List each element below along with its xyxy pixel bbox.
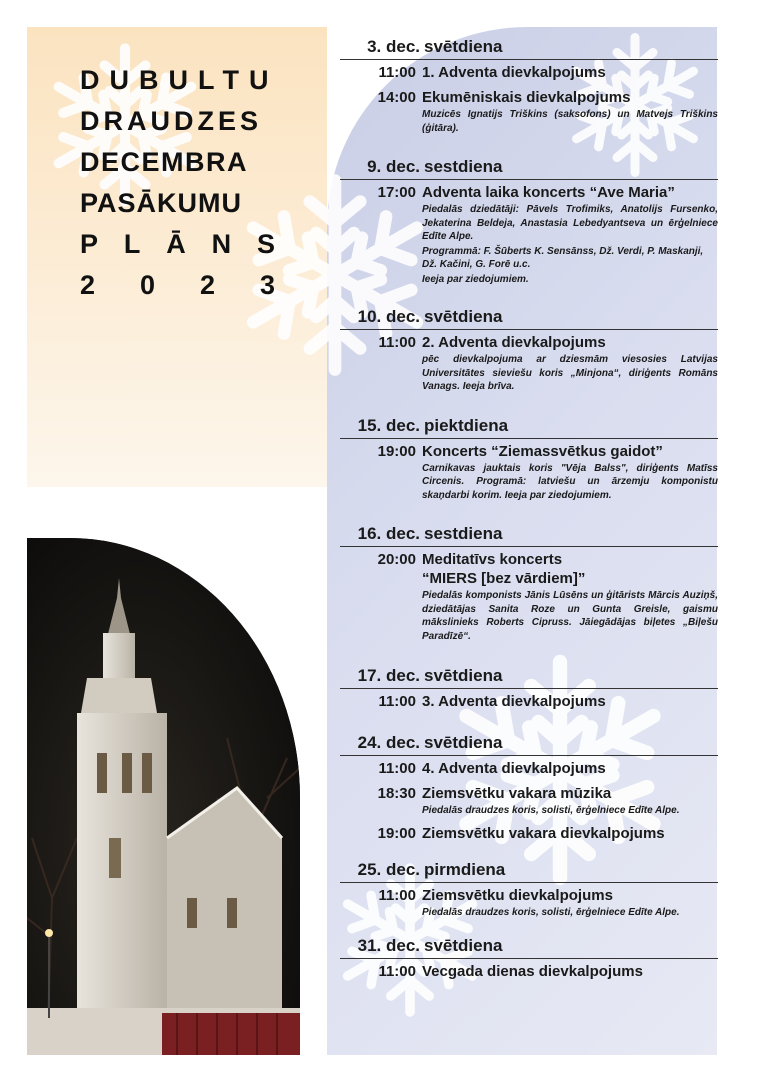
title-letter: N <box>211 229 232 259</box>
title-letter: 0 <box>139 270 156 300</box>
schedule-event <box>340 63 718 82</box>
event-name: Vecgada dienas dievkalpojums <box>422 963 643 980</box>
schedule-day <box>340 415 718 503</box>
day-header <box>340 859 718 883</box>
event-description: Piedalās draudzes koris, solisti, ērģelniece Edīte Alpe. <box>422 805 680 816</box>
event-time: 19:00 <box>377 824 416 842</box>
day-weekday: sestdiena <box>424 524 503 543</box>
title-letter: L <box>123 229 141 259</box>
day-weekday: piektdiena <box>424 415 509 435</box>
event-time: 18:30 <box>377 785 416 802</box>
day-date: 17. dec. <box>357 666 420 685</box>
event-time: 11:00 <box>378 963 416 980</box>
schedule-event <box>340 962 718 981</box>
title-line: DECEMBRA <box>80 147 249 177</box>
event-description: Piedalās dziedātāji: Pāvels Trofimiks, Anatolijs Fursenko, Jekaterina Beldeja, Anastasia Lebedyantseva un ērģelniece Edīte Alpe. <box>422 204 718 242</box>
event-name: 1. Adventa dievkalpojums <box>422 64 606 81</box>
event-time: 14:00 <box>377 89 416 106</box>
event-description: Carnikavas jauktais koris "Vēja Balss", diriģents Matīss Circenis. Programā: latviešu un ārzemju komponistu skaņdarbi korim. Ieeja par ziedojumiem. <box>422 462 718 501</box>
schedule-event <box>340 759 718 778</box>
schedule-event <box>340 784 718 818</box>
event-name: 4. Adventa dievkalpojums <box>422 760 606 777</box>
day-header <box>340 935 718 959</box>
schedule-day <box>340 523 718 643</box>
event-time: 17:00 <box>377 184 416 201</box>
day-header <box>340 665 718 689</box>
day-header <box>340 36 718 60</box>
day-weekday: pirmdiena <box>424 859 506 879</box>
day-weekday: svētdiena <box>424 936 503 955</box>
title-line: DRAUDZES <box>80 106 263 136</box>
church-illustration <box>27 538 300 1055</box>
schedule-day <box>340 732 718 843</box>
event-name: Ekumēniskais dievkalpojums <box>422 89 631 106</box>
day-date: 15. dec. <box>357 415 420 435</box>
event-name: 2. Adventa dievkalpojums <box>422 334 606 351</box>
title-line <box>80 224 275 265</box>
title-letter: 3 <box>259 270 275 300</box>
schedule-event <box>340 333 718 394</box>
event-time: 11:00 <box>378 886 416 904</box>
schedule-day <box>340 306 718 394</box>
day-weekday: svētdiena <box>424 37 503 56</box>
schedule-event <box>340 442 718 503</box>
day-date: 3. dec. <box>367 37 420 56</box>
day-header <box>340 523 718 547</box>
church-photo <box>27 538 300 1055</box>
day-weekday: svētdiena <box>424 666 503 685</box>
event-time: 11:00 <box>378 693 416 710</box>
event-time: 11:00 <box>378 64 416 81</box>
event-name: 3. Adventa dievkalpojums <box>422 693 606 710</box>
event-description: Piedalās draudzes koris, solisti, ērģelniece Edīte Alpe. <box>422 906 680 918</box>
title-letter: Ā <box>166 229 186 259</box>
event-name: Adventa laika koncerts “Ave Maria” <box>422 184 675 201</box>
event-name: Ziemsvētku dievkalpojums <box>422 886 613 904</box>
schedule-event <box>340 183 718 286</box>
title-letter: S <box>256 229 275 259</box>
event-time: 20:00 <box>377 551 416 568</box>
event-time: 19:00 <box>377 442 416 460</box>
title-letter: 2 <box>199 270 215 300</box>
title-line <box>80 265 275 306</box>
title-line: DUBULTU <box>80 65 279 95</box>
day-header <box>340 415 718 439</box>
schedule-day <box>340 156 718 286</box>
schedule-event <box>340 886 718 920</box>
event-description: Ieeja par ziedojumiem. <box>422 273 529 285</box>
event-name: Ziemsvētku vakara dievkalpojums <box>422 824 665 842</box>
title-line: PASĀKUMU <box>80 188 242 218</box>
event-description: Programmā: F. Šūberts K. Sensānss, Dž. Verdi, P. Maskanji, Dž. Kačini, G. Forē u.c. <box>422 245 704 270</box>
schedule-event <box>340 824 718 843</box>
event-name-line2: “MIERS [bez vārdiem]” <box>422 570 586 587</box>
schedule-day <box>340 665 718 711</box>
schedule-day <box>340 859 718 920</box>
event-name: Ziemsvētku vakara mūzika <box>422 785 612 802</box>
title-letter: 2 <box>80 270 96 300</box>
day-date: 25. dec. <box>357 859 420 879</box>
day-weekday: sestdiena <box>424 157 503 176</box>
schedule-day <box>340 935 718 981</box>
poster-title <box>80 60 279 306</box>
schedule-day <box>340 36 718 135</box>
event-name: Koncerts “Ziemassvētkus gaidot” <box>422 442 663 460</box>
event-time: 11:00 <box>378 334 416 351</box>
day-header <box>340 732 718 756</box>
event-description: Muzicēs Ignatijs Triškins (saksofons) un Matvejs Triškins (ģitāra). <box>422 109 718 134</box>
schedule-event <box>340 88 718 135</box>
day-header <box>340 156 718 180</box>
event-schedule <box>340 36 718 981</box>
event-description: pēc dievkalpojuma ar dziesmām viesosies Latvijas Universitātes sieviešu koris „Minjona“, diriģents Romāns Vanags. Ieeja brīva. <box>422 354 718 392</box>
title-letter: P <box>80 229 99 259</box>
event-time: 11:00 <box>378 760 416 777</box>
schedule-event <box>340 692 718 711</box>
day-date: 10. dec. <box>357 307 420 326</box>
day-date: 16. dec. <box>357 524 420 543</box>
schedule-event <box>340 550 718 643</box>
day-date: 24. dec. <box>357 733 420 752</box>
day-header <box>340 306 718 330</box>
day-date: 9. dec. <box>367 157 420 176</box>
day-weekday: svētdiena <box>424 733 503 752</box>
event-name: Meditatīvs koncerts <box>422 551 563 568</box>
day-date: 31. dec. <box>357 936 420 955</box>
day-weekday: svētdiena <box>424 307 503 326</box>
event-description: Piedalās komponists Jānis Lūsēns un ģitārists Mārcis Auziņš, dziedātājas Sanita Roze un Gunta Greisle, gaismu mākslinieks Roberts Cipruss. Jāiegādājas biļetes „Biļešu Paradīzē“. <box>422 590 718 642</box>
